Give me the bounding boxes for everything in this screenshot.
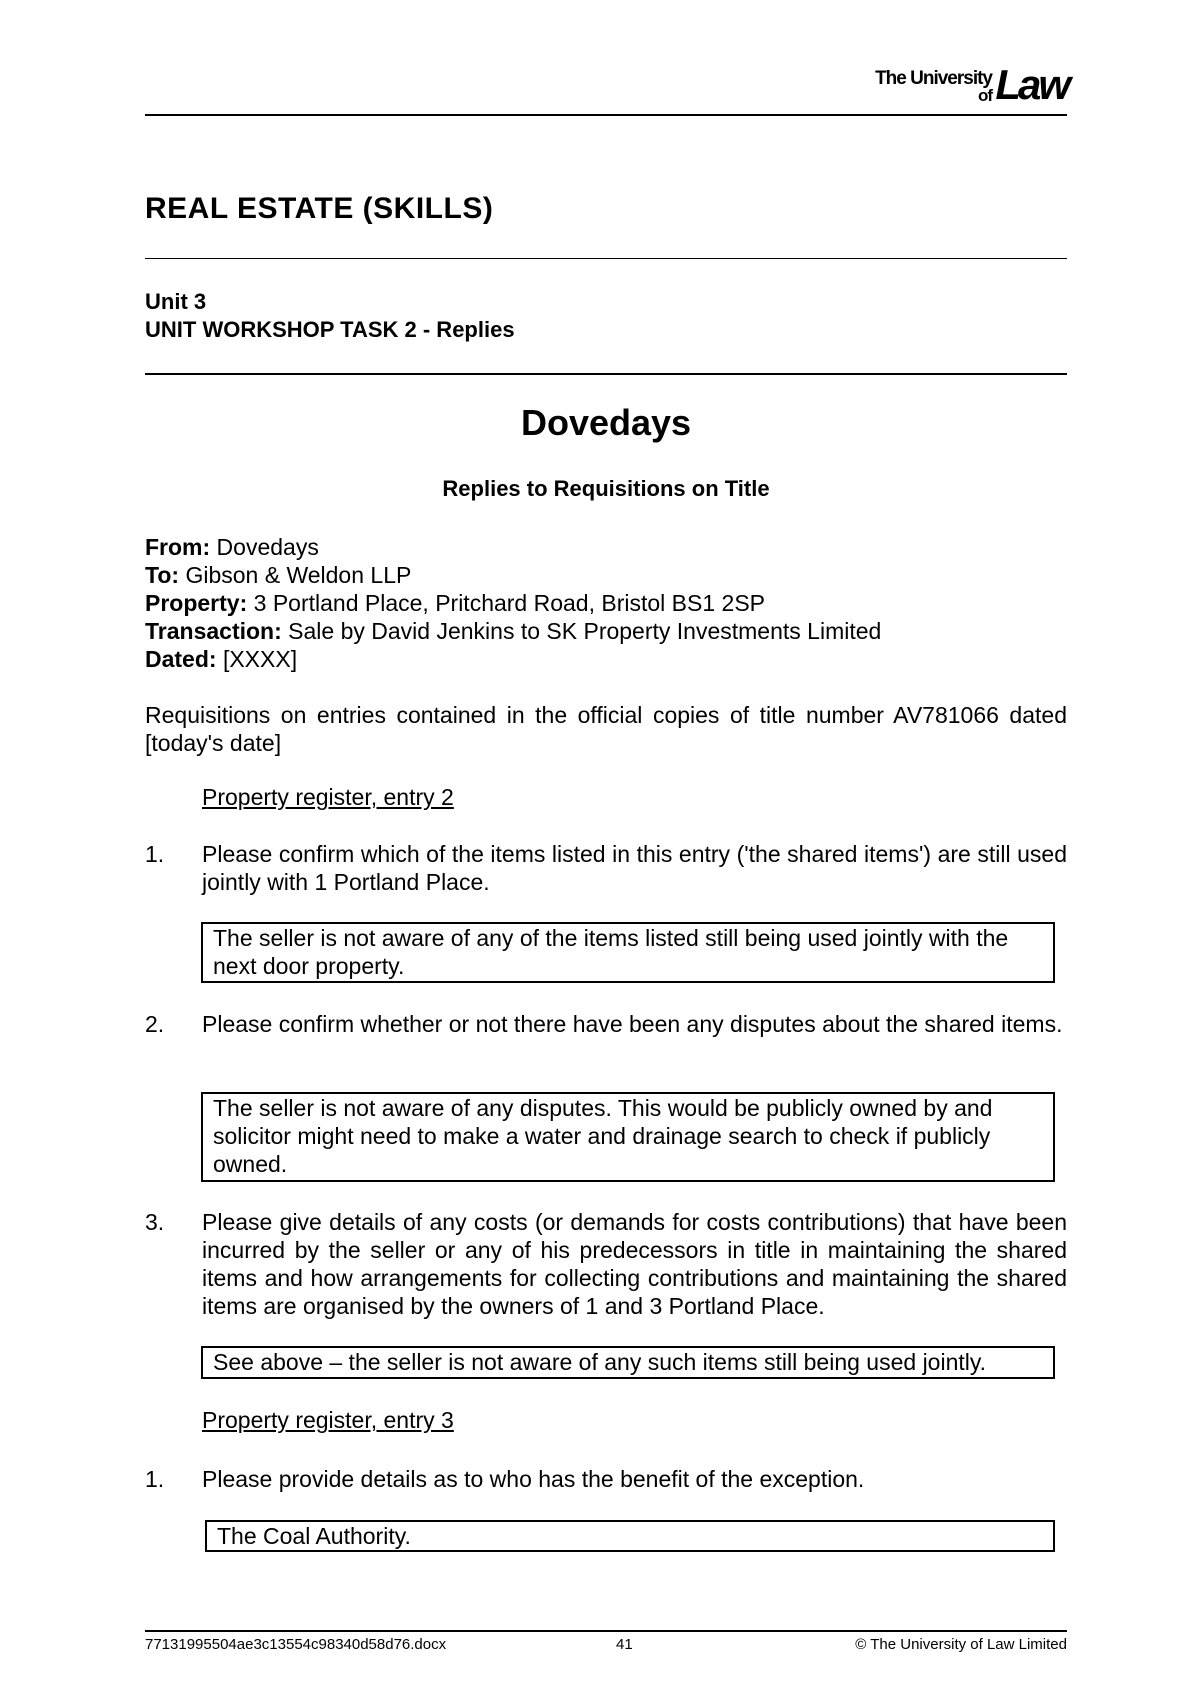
logo-line-3: Law (995, 61, 1068, 108)
logo-line-1: The University (875, 68, 992, 89)
meta-from: From: Dovedays (145, 534, 319, 560)
reply-box: The seller is not aware of any of the items listed still being used jointly with the next door property. (201, 922, 1055, 983)
meta-property: Property: 3 Portland Place, Pritchard Road, Bristol BS1 2SP (145, 590, 766, 616)
item-text: Please confirm whether or not there have been any disputes about the shared items. (202, 1011, 1063, 1037)
unit-label: Unit 3 (145, 289, 207, 314)
task-label: UNIT WORKSHOP TASK 2 - Replies (145, 317, 515, 342)
item-text: Please confirm which of the items listed in this entry ('the shared items') are still used jointly with 1 Portland Place. (202, 841, 1067, 895)
logo-line-2: of (977, 86, 992, 105)
footer-copyright: © The University of Law Limited (855, 1636, 1067, 1653)
unit-divider (145, 373, 1067, 375)
document-title: Dovedays (520, 402, 692, 443)
meta-block (145, 533, 881, 673)
document-subtitle: Replies to Requisitions on Title (442, 476, 770, 501)
section-heading-entry-3: Property register, entry 3 (202, 1407, 454, 1433)
meta-transaction: Transaction: Sale by David Jenkins to SK Property Investments Limited (145, 618, 882, 644)
university-logo (858, 62, 1068, 108)
header-divider (145, 114, 1067, 116)
item-number: 1. (145, 1466, 165, 1492)
item-text: Please provide details as to who has the benefit of the exception. (202, 1466, 865, 1492)
item-number: 3. (145, 1209, 165, 1235)
item-number: 2. (145, 1011, 165, 1037)
title-divider (145, 258, 1067, 259)
reply-box: See above – the seller is not aware of any such items still being used jointly. (201, 1346, 1055, 1379)
footer-page-number: 41 (616, 1636, 633, 1653)
item-text: Please give details of any costs (or demands for costs contributions) that have been incurred by the seller or any of his predecessors in title in maintaining the shared items and how arrangements for collecting contributions and maintaining the shared items are organised by the owners of 1 and 3 Portland Place. (202, 1209, 1067, 1319)
course-title: REAL ESTATE (SKILLS) (145, 192, 494, 225)
meta-to: To: Gibson & Weldon LLP (145, 562, 412, 588)
item-number: 1. (145, 841, 165, 867)
intro-paragraph: Requisitions on entries contained in the official copies of title number AV781066 dated [today's date] (145, 702, 1067, 756)
reply-box: The seller is not aware of any disputes. This would be publicly owned by and solicitor might need to make a water and drainage search to check if publicly owned. (201, 1092, 1055, 1182)
meta-dated: Dated: [XXXX] (145, 646, 298, 672)
footer-divider (145, 1630, 1067, 1632)
unit-block (145, 288, 515, 344)
section-heading-entry-2: Property register, entry 2 (202, 784, 454, 810)
footer-filename: 77131995504ae3c13554c98340d58d76.docx (145, 1636, 447, 1653)
reply-box: The Coal Authority. (205, 1520, 1055, 1552)
